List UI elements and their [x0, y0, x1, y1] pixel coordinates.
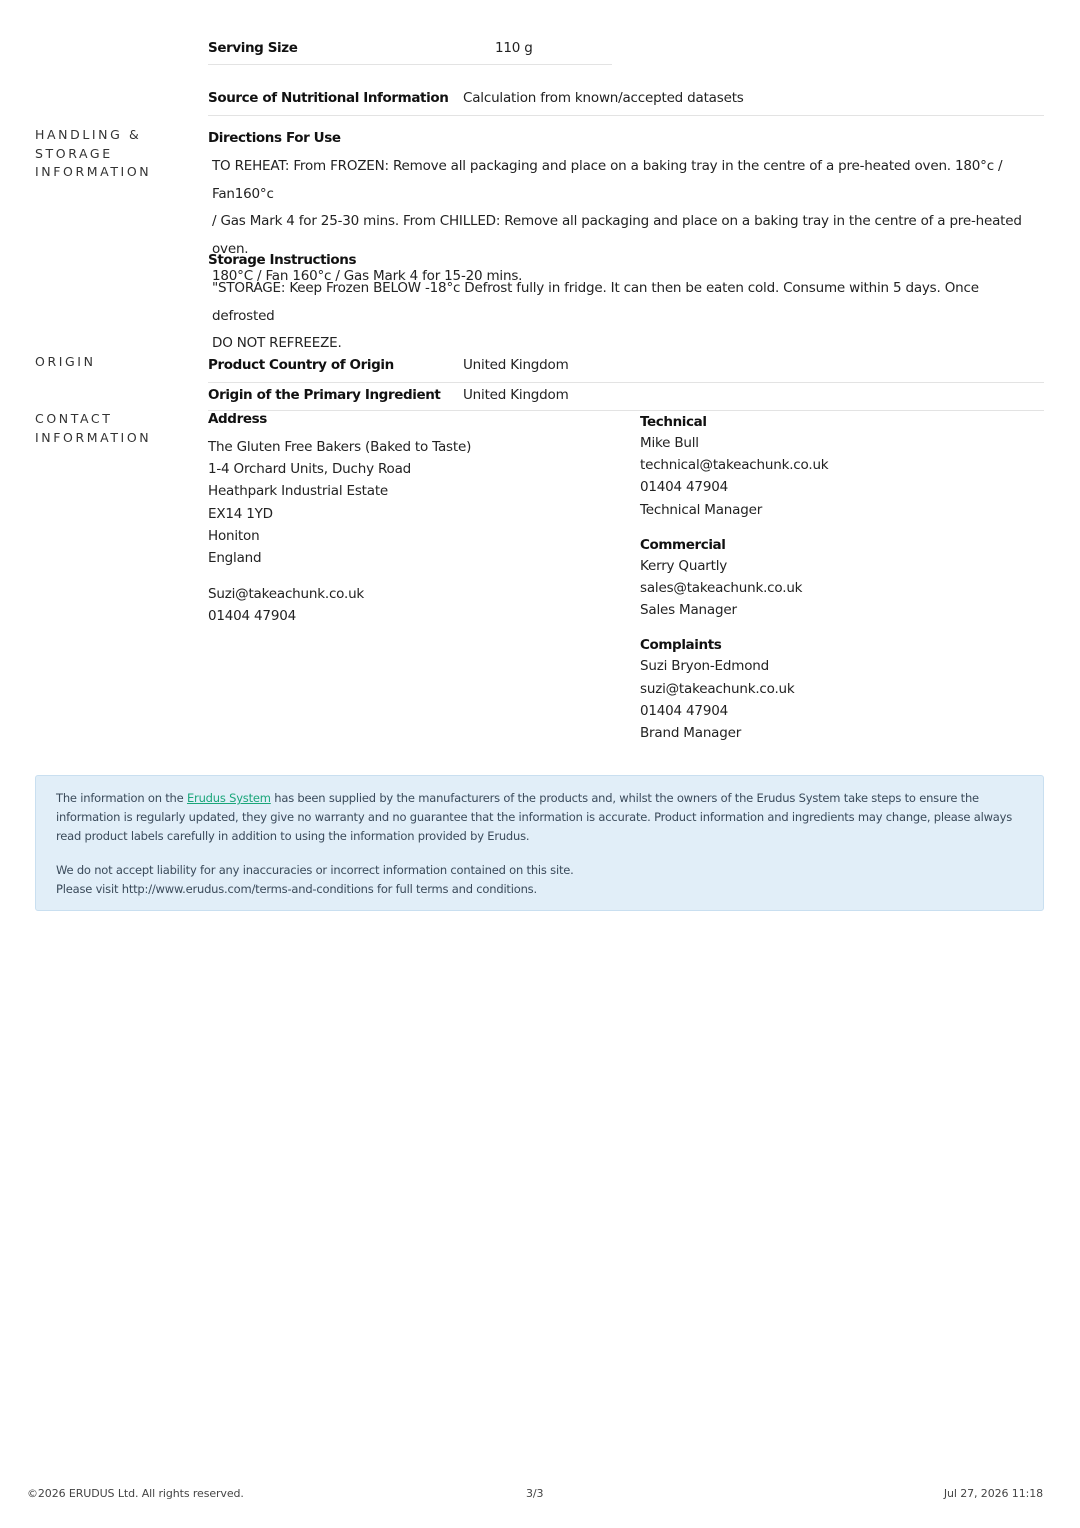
address-line: 1-4 Orchard Units, Duchy Road	[208, 461, 412, 478]
nutrition-source-value: Calculation from known/accepted datasets	[463, 90, 744, 106]
nutrition-source-label: Source of Nutritional Information	[208, 90, 449, 106]
contact-line: sales@takeachunk.co.uk	[640, 580, 803, 597]
address-line: England	[208, 550, 262, 567]
contact-technical	[640, 412, 1040, 521]
liability-paragraph: We do not accept liability for any inaccuracies or incorrect information contained on this site. Please visit http://www.erudus.com/terms-and-conditions for full terms and conditions.	[56, 862, 574, 896]
address-block	[208, 410, 628, 628]
storage-label: Storage Instructions	[208, 252, 357, 268]
country-origin-value: United Kingdom	[463, 357, 569, 373]
serving-size-label: Serving Size	[208, 40, 298, 56]
nutrition-source-row	[208, 90, 1044, 116]
contact-section-label: CONTACT INFORMATION	[35, 411, 152, 445]
directions-text: TO REHEAT: From FROZEN: Remove all packaging and place on a baking tray in the centre of a pre-heated oven. 180°c / Fan160°c / Gas Mark 4 for 25-30 mins. From CHILLED: Remove all packaging and place on a baking tray in the centre of a pre-heated oven. 180°C / Fan 160°c / Gas Mark 4 for 15-20 mins.	[212, 158, 1022, 284]
contacts-block	[640, 412, 1040, 758]
footer-timestamp: Jul 27, 2026 11:18	[943, 1487, 1043, 1500]
contact-line: Sales Manager	[640, 602, 737, 619]
primary-ingredient-value: United Kingdom	[463, 387, 569, 403]
handling-section-label: HANDLING & STORAGE INFORMATION	[35, 127, 152, 179]
contact-complaints	[640, 635, 1040, 744]
address-line: EX14 1YD	[208, 505, 273, 522]
address-line: Heathpark Industrial Estate	[208, 483, 389, 500]
contact-line: 01404 47904	[640, 702, 728, 719]
contact-line: technical@takeachunk.co.uk	[640, 457, 829, 474]
contact-line: 01404 47904	[640, 479, 728, 496]
country-origin-row	[208, 357, 1044, 383]
contact-commercial	[640, 535, 1040, 622]
contact-line: Brand Manager	[640, 725, 742, 742]
erudus-system-link[interactable]: Erudus System	[186, 791, 271, 805]
address-line: The Gluten Free Bakers (Baked to Taste)	[208, 439, 472, 455]
origin-section-label: ORIGIN	[35, 354, 96, 369]
directions-label: Directions For Use	[208, 130, 341, 146]
contact-complaints-label: Complaints	[640, 637, 722, 654]
disclaimer-paragraph: The information on the Erudus System has been supplied by the manufacturers of the products and, whilst the owners of the Erudus System take steps to ensure the information is regularly updated, they give no warranty and no guarantee that the information is accurate. Product information and ingredients may change, please always read product labels carefully in addition to using the information provided by Erudus.	[56, 791, 1013, 844]
address-label: Address	[208, 411, 267, 427]
address-email: Suzi@takeachunk.co.uk	[208, 586, 365, 603]
primary-ingredient-label: Origin of the Primary Ingredient	[208, 387, 441, 403]
primary-ingredient-row	[208, 387, 1044, 411]
country-origin-label: Product Country of Origin	[208, 357, 394, 373]
contact-line: Suzi Bryon-Edmond	[640, 658, 769, 675]
contact-line: Technical Manager	[640, 501, 763, 518]
address-phone: 01404 47904	[208, 608, 296, 625]
contact-line: Kerry Quartly	[640, 557, 728, 574]
serving-size-value: 110 g	[495, 40, 533, 56]
storage-text: "STORAGE: Keep Frozen BELOW -18°c Defrost fully in fridge. It can then be eaten cold. Consume within 5 days. Once defrosted DO NOT REFREEZE.	[212, 280, 979, 351]
contact-line: suzi@takeachunk.co.uk	[640, 680, 795, 697]
footer-copyright: ©2026 ERUDUS Ltd. All rights reserved.	[27, 1487, 244, 1500]
serving-size-row	[208, 40, 612, 65]
contact-commercial-label: Commercial	[640, 536, 726, 553]
disclaimer-notice	[35, 775, 1044, 911]
address-line: Honiton	[208, 527, 260, 544]
contact-line: Mike Bull	[640, 435, 699, 451]
contact-technical-label: Technical	[640, 414, 707, 430]
footer-page-number: 3/3	[526, 1487, 544, 1500]
